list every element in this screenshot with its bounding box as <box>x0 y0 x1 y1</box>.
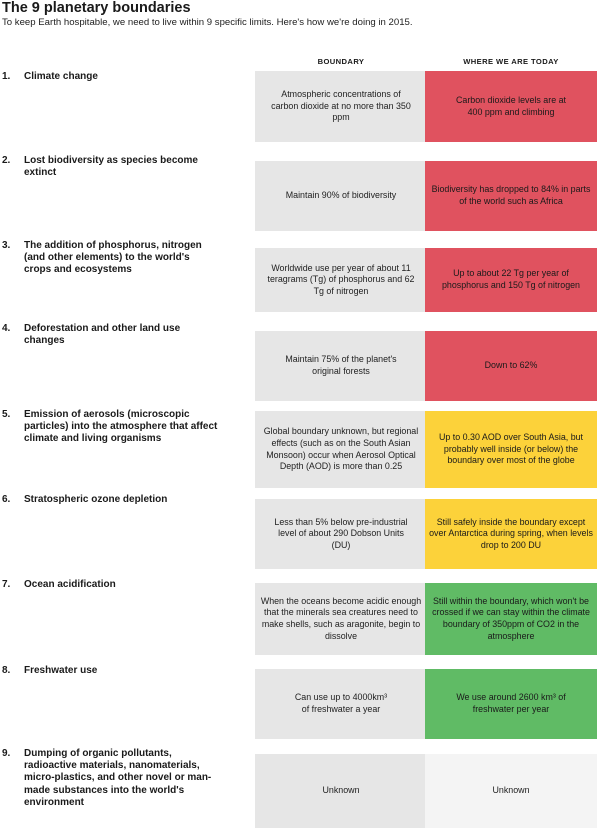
row-label: Deforestation and other land use changes <box>24 323 181 347</box>
page-subtitle: To keep Earth hospitable, we need to live within 9 specific limits. Here's how we're doing in 2015. <box>2 17 413 28</box>
row-number: 8. <box>2 665 11 676</box>
row-label: Freshwater use <box>24 665 98 676</box>
today-cell: Still within the boundary, which won't be crossed if we can stay within the climate boundary of 350ppm of CO2 in the atmosphere <box>425 583 597 655</box>
boundary-cell: Atmospheric concentrations of carbon dioxide at no more than 350 ppm <box>255 71 427 142</box>
row-label: Emission of aerosols (microscopic particles) into the atmosphere that affect climate and living organisms <box>24 409 218 445</box>
today-cell: Still safely inside the boundary except over Antarctica during spring, when levels drop to 200 DU <box>425 499 597 569</box>
boundary-cell: When the oceans become acidic enough that the minerals sea creatures need to make shells, such as aragonite, begin to dissolve <box>255 583 427 655</box>
row-label: Stratospheric ozone depletion <box>24 494 168 505</box>
boundary-cell: Maintain 90% of biodiversity <box>255 161 427 231</box>
row-number: 9. <box>2 748 11 759</box>
row-label: The addition of phosphorus, nitrogen (and other elements) to the world's crops and ecosystems <box>24 240 202 276</box>
today-cell: We use around 2600 km³ of freshwater per year <box>425 669 597 739</box>
today-cell: Up to about 22 Tg per year of phosphorus and 150 Tg of nitrogen <box>425 248 597 312</box>
boundary-cell: Less than 5% below pre-industrial level of about 290 Dobson Units (DU) <box>255 499 427 569</box>
row-number: 2. <box>2 155 11 166</box>
today-cell: Biodiversity has dropped to 84% in parts of the world such as Africa <box>425 161 597 231</box>
boundary-cell: Can use up to 4000km³ of freshwater a year <box>255 669 427 739</box>
today-cell: Down to 62% <box>425 331 597 401</box>
today-cell: Unknown <box>425 754 597 828</box>
row-label: Ocean acidification <box>24 579 116 590</box>
row-label: Dumping of organic pollutants, radioactive materials, nanomaterials, micro-plastics, and other novel or man-made substances into the world's environment <box>24 748 212 808</box>
today-cell: Carbon dioxide levels are at 400 ppm and climbing <box>425 71 597 142</box>
row-number: 7. <box>2 579 11 590</box>
boundary-cell: Maintain 75% of the planet's original forests <box>255 331 427 401</box>
boundary-cell: Global boundary unknown, but regional effects (such as on the South Asian Monsoon) occur when Aerosol Optical Depth (AOD) is more than 0.25 <box>255 411 427 488</box>
row-number: 3. <box>2 240 11 251</box>
row-number: 6. <box>2 494 11 505</box>
boundary-cell: Worldwide use per year of about 11 teragrams (Tg) of phosphorus and 62 Tg of nitrogen <box>255 248 427 312</box>
row-number: 1. <box>2 71 11 82</box>
row-number: 4. <box>2 323 11 334</box>
page-title: The 9 planetary boundaries <box>2 0 191 16</box>
column-header-today: WHERE WE ARE TODAY <box>463 57 559 66</box>
column-header-boundary: BOUNDARY <box>317 57 365 66</box>
boundary-cell: Unknown <box>255 754 427 828</box>
row-label: Climate change <box>24 71 98 82</box>
row-number: 5. <box>2 409 11 420</box>
row-label: Lost biodiversity as species become extinct <box>24 155 198 179</box>
today-cell: Up to 0.30 AOD over South Asia, but probably well inside (or below) the boundary over most of the globe <box>425 411 597 488</box>
